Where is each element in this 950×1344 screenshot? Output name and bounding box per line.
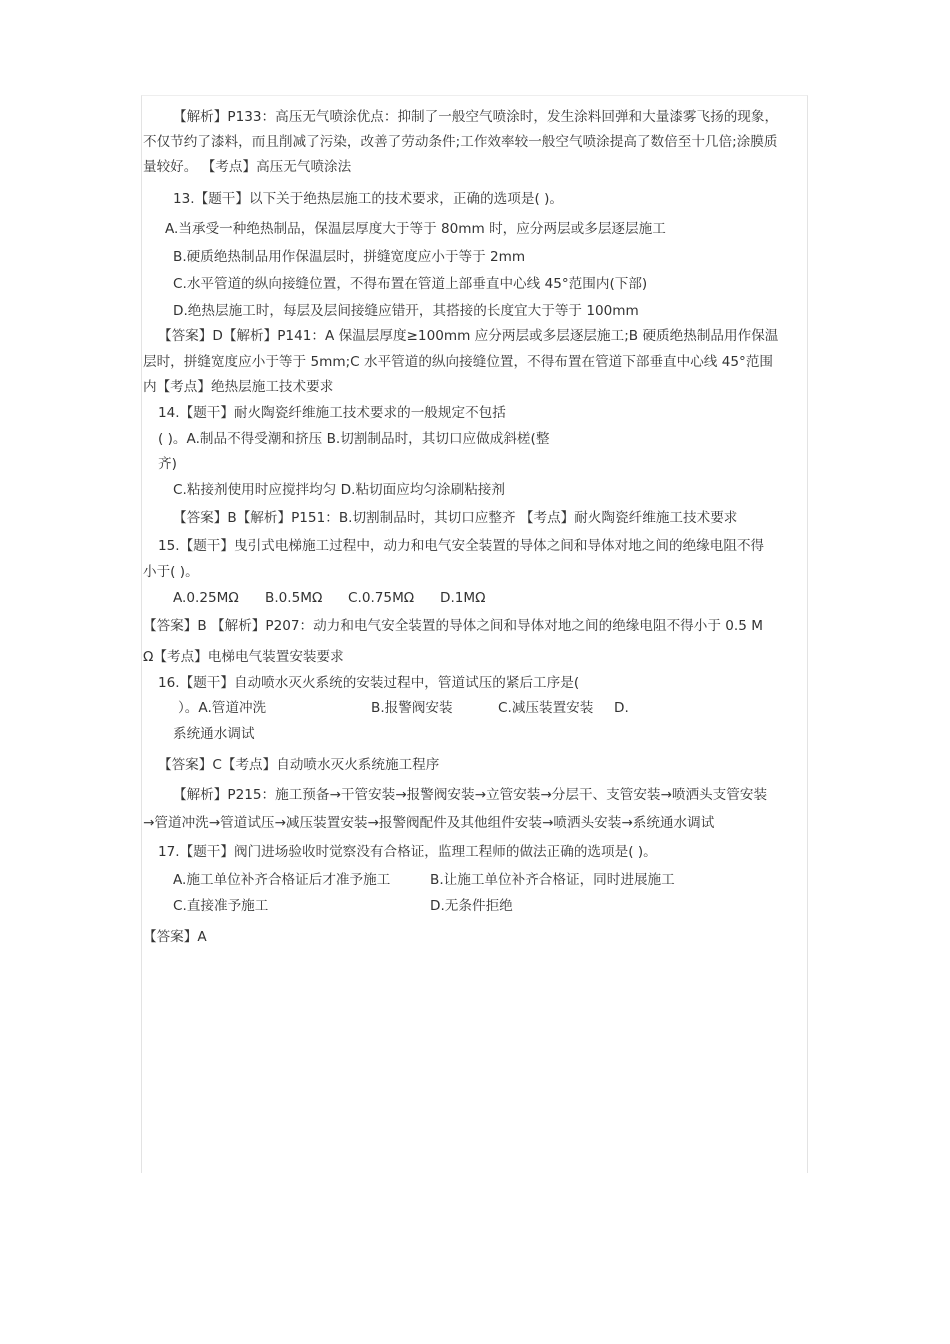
q17-option-a: A.施工单位补齐合格证后才准予施工 bbox=[173, 872, 391, 888]
q15-stem-line2: 小于( )。 bbox=[143, 564, 199, 580]
q16-option-b: B.报警阀安装 bbox=[371, 700, 453, 716]
q15-option-c: C.0.75MΩ bbox=[348, 590, 415, 606]
q14-stem-line1: 14.【题干】耐火陶瓷纤维施工技术要求的一般规定不包括 bbox=[158, 405, 506, 421]
analysis-q12-line2: 不仅节约了漆料，而且削减了污染，改善了劳动条件;工作效率较一般空气喷涂提高了数倍至十几倍;涂膜质 bbox=[143, 134, 778, 150]
q16-option-a: ）。A.管道冲洗 bbox=[178, 700, 267, 716]
q14-stem-line2: ( )。A.制品不得受潮和挤压 B.切割制品时，其切口应做成斜槎(整 bbox=[158, 431, 550, 447]
q14-answer: 【答案】B【解析】P151：B.切割制品时，其切口应整齐 【考点】耐火陶瓷纤维施工技术要求 bbox=[173, 510, 738, 526]
q17-option-c: C.直接准予施工 bbox=[173, 898, 269, 914]
q15-option-b: B.0.5MΩ bbox=[265, 590, 323, 606]
q17-option-d: D.无条件拒绝 bbox=[430, 898, 513, 914]
analysis-q12-line3: 量较好。 【考点】高压无气喷涂法 bbox=[143, 159, 352, 175]
q16-option-d-text: 系统通水调试 bbox=[173, 726, 255, 742]
q16-stem: 16.【题干】自动喷水灭火系统的安装过程中，管道试压的紧后工序是( bbox=[158, 675, 580, 691]
q16-explanation-line1: 【解析】P215：施工预备→干管安装→报警阀安装→立管安装→分层干、支管安装→喷洒头支管安装 bbox=[173, 787, 768, 803]
q15-stem-line1: 15.【题干】曳引式电梯施工过程中，动力和电气安全装置的导体之间和导体对地之间的绝缘电阻不得 bbox=[158, 538, 765, 554]
q17-answer: 【答案】A bbox=[143, 929, 207, 945]
q15-options bbox=[0, 589, 950, 607]
q15-option-d: D.1MΩ bbox=[440, 590, 486, 606]
q17-stem: 17.【题干】阀门进场验收时觉察没有合格证，监理工程师的做法正确的选项是( )。 bbox=[158, 844, 657, 860]
q13-answer-line1: 【答案】D【解析】P141：A 保温层厚度≥100mm 应分两层或多层逐层施工;B 硬质绝热制品用作保温 bbox=[158, 328, 779, 344]
q16-option-c: C.减压装置安装 bbox=[498, 700, 594, 716]
q15-option-a: A.0.25MΩ bbox=[173, 590, 239, 606]
q13-option-c: C.水平管道的纵向接缝位置，不得布置在管道上部垂直中心线 45°范围内(下部) bbox=[173, 276, 648, 292]
q13-option-b: B.硬质绝热制品用作保温层时，拼缝宽度应小于等于 2mm bbox=[173, 249, 526, 265]
q15-answer-line1: 【答案】B 【解析】P207：动力和电气安全装置的导体之间和导体对地之间的绝缘电阻不得小于 0.5 M bbox=[143, 618, 763, 634]
q16-answer: 【答案】C【考点】自动喷水灭火系统施工程序 bbox=[158, 757, 440, 773]
q13-answer-line3: 内【考点】绝热层施工技术要求 bbox=[143, 379, 334, 395]
q15-answer-line2: Ω【考点】电梯电气装置安装要求 bbox=[143, 649, 344, 665]
analysis-q12-line1: 【解析】P133：高压无气喷涂优点：抑制了一般空气喷涂时，发生涂料回弹和大量漆雾飞扬的现象， bbox=[173, 109, 779, 125]
q16-option-d: D. bbox=[614, 700, 629, 716]
q16-explanation-line2: →管道冲洗→管道试压→减压装置安装→报警阀配件及其他组件安装→喷洒头安装→系统通水调试 bbox=[143, 815, 715, 831]
q13-answer-line2: 层时，拼缝宽度应小于等于 5mm;C 水平管道的纵向接缝位置，不得布置在管道下部垂直中心线 45°范围 bbox=[143, 354, 774, 370]
q13-stem: 13.【题干】以下关于绝热层施工的技术要求，正确的选项是( )。 bbox=[173, 191, 563, 207]
q14-stem-line3: 齐) bbox=[158, 456, 177, 472]
q17-option-b: B.让施工单位补齐合格证，同时进展施工 bbox=[430, 872, 675, 888]
q13-option-d: D.绝热层施工时，每层及层间接缝应错开，其搭接的长度宜大于等于 100mm bbox=[173, 303, 639, 319]
q16-options bbox=[0, 699, 950, 717]
q13-option-a: A.当承受一种绝热制品，保温层厚度大于等于 80mm 时，应分两层或多层逐层施工 bbox=[165, 221, 666, 237]
q14-options-cd: C.粘接剂使用时应搅拌均匀 D.粘切面应均匀涂刷粘接剂 bbox=[173, 482, 505, 498]
